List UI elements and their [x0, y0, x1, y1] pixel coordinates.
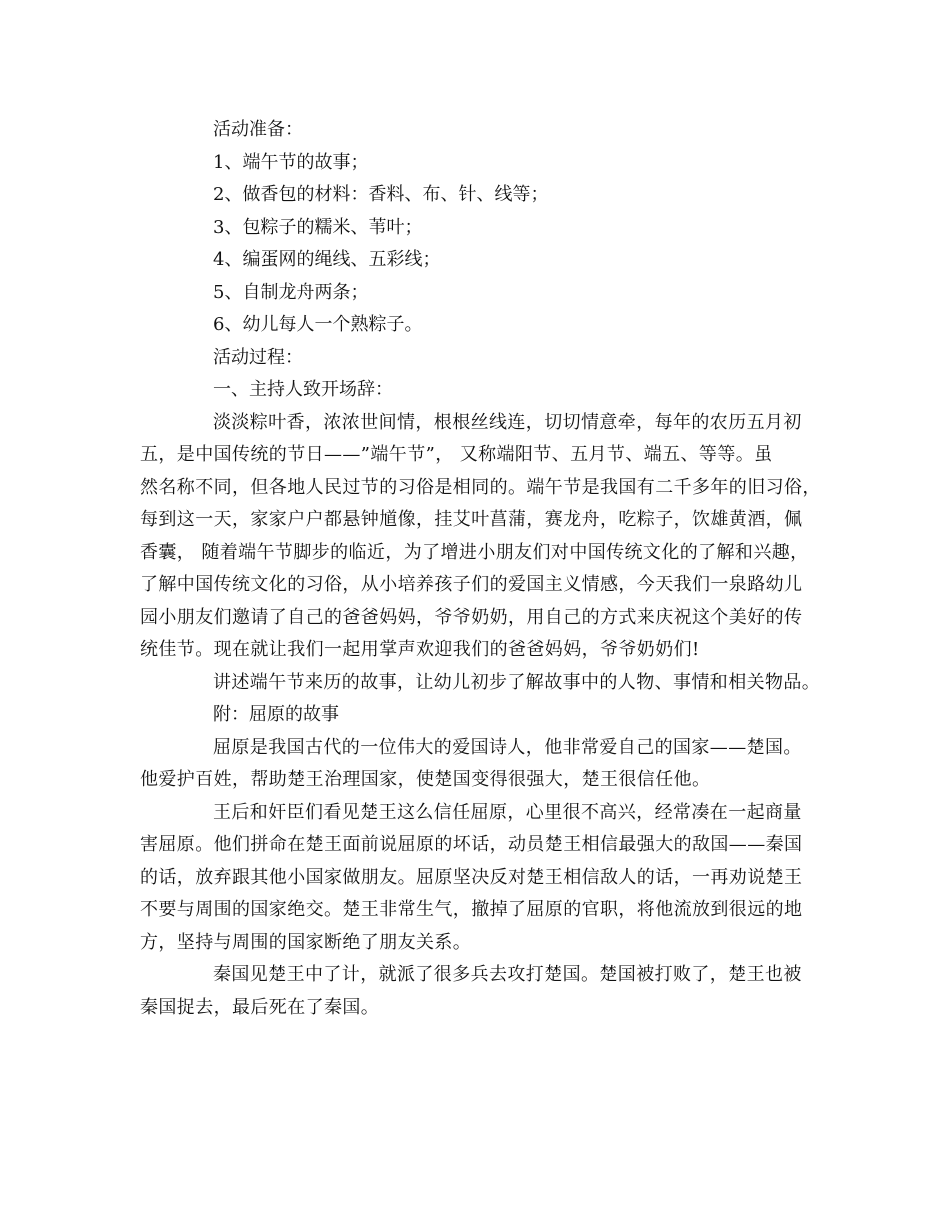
step1-heading: 一、主持人致开场辞： [213, 379, 393, 400]
story-paragraph-line: 不要与周围的国家绝交。楚王非常生气，撤掉了屈原的官职，将他流放到很远的地 [140, 899, 803, 920]
story-paragraph-line: 的话，放弃跟其他小国家做朋友。屈原坚决反对楚王相信敌人的话，一再劝说楚王 [140, 866, 803, 888]
prep-heading: 活动准备： [213, 119, 303, 140]
prep-item: 1、端午节的故事； [213, 151, 369, 173]
opening-paragraph-line: 然名称不同，但各地人民过节的习俗是相同的。端午节是我国有二千多年的旧习俗， [140, 476, 821, 498]
opening-paragraph-line: 每到这一天，家家户户都悬钟馗像，挂艾叶菖蒲，赛龙舟，吃粽子，饮雄黄酒，佩 [140, 509, 803, 530]
story-paragraph-line: 秦国见楚王中了计，就派了很多兵去攻打楚国。楚国被打败了，楚王也被 [213, 964, 802, 985]
story-paragraph-line: 屈原是我国古代的一位伟大的爱国诗人，他非常爱自己的国家——楚国。 [213, 736, 802, 758]
opening-paragraph-line: 五，是中国传统的节日——”端午节”， 又称端阳节、五月节、端五、等等。虽 [140, 444, 773, 465]
opening-paragraph-line: 了解中国传统文化的习俗，从小培养孩子们的爱国主义情感，今天我们一泉路幼儿 [140, 574, 803, 595]
story-paragraph-line: 他爱护百姓，帮助楚王治理国家，使楚国变得很强大，楚王很信任他。 [140, 769, 711, 790]
story-paragraph-line: 方，坚持与周围的国家断绝了朋友关系。 [140, 931, 472, 953]
story-paragraph-line: 王后和奸臣们看见楚王这么信任屈原，心里很不高兴，经常凑在一起商量 [213, 801, 802, 823]
appendix-title: 附：屈原的故事 [213, 704, 339, 725]
story-paragraph-line: 害屈原。他们拼命在楚王面前说屈原的坏话，动员楚王相信最强大的敌国——秦国 [140, 834, 803, 855]
story-intro: 讲述端午节来历的故事，让幼儿初步了解故事中的人物、事情和相关物品。 [213, 671, 821, 693]
opening-paragraph-line: 园小朋友们邀请了自己的爸爸妈妈，爷爷奶奶，用自己的方式来庆祝这个美好的传 [140, 606, 803, 628]
opening-paragraph-line: 香囊， 随着端午节脚步的临近，为了增进小朋友们对中国传统文化的了解和兴趣， [140, 541, 809, 563]
prep-item: 6、幼儿每人一个熟粽子。 [213, 314, 423, 335]
document-body [140, 114, 826, 1024]
opening-paragraph-line: 淡淡粽叶香，浓浓世间情，根根丝线连，切切情意牵，每年的农历五月初 [213, 411, 802, 433]
prep-item: 2、做香包的材料：香料、布、针、线等； [213, 184, 549, 205]
prep-item: 5、自制龙舟两条； [213, 281, 369, 303]
story-paragraph-line: 秦国捉去，最后死在了秦国。 [140, 996, 380, 1018]
prep-item: 3、包粽子的糯米、苇叶； [213, 216, 423, 238]
prep-item: 4、编蛋网的绳线、五彩线； [213, 249, 441, 270]
process-heading: 活动过程： [213, 346, 303, 368]
opening-paragraph-line: 统佳节。现在就让我们一起用掌声欢迎我们的爸爸妈妈，爷爷奶奶们! [140, 639, 700, 660]
